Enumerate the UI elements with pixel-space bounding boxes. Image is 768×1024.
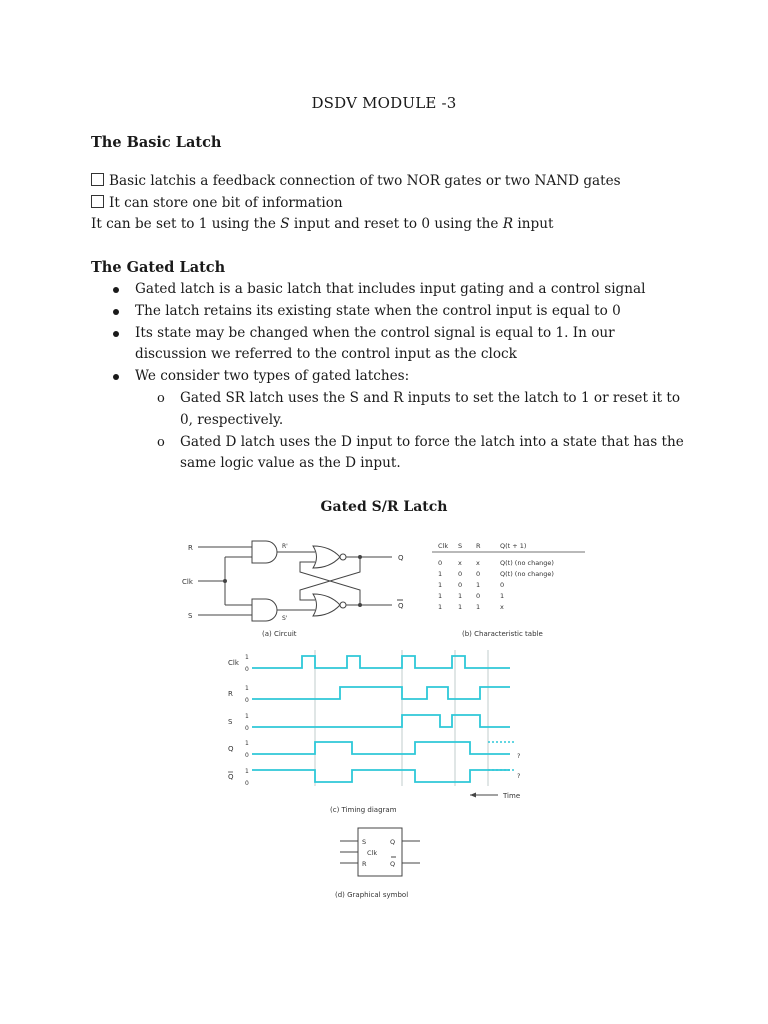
table-header-cell: R: [476, 542, 481, 550]
time-arrow-icon: [470, 793, 476, 798]
sub-bullet-marker: o: [157, 434, 165, 450]
level-low-label: 0: [245, 697, 249, 704]
list-item-text: discussion we referred to the control input as the clock: [135, 346, 517, 363]
section-heading-gated-latch: The Gated Latch: [91, 259, 226, 276]
timing-signal-name: R: [228, 690, 233, 698]
checkbox-glyph: [91, 195, 104, 208]
and-gate-top: [252, 541, 277, 563]
table-cell: Q(t) (no change): [500, 570, 554, 578]
table-cell: 1: [438, 603, 443, 611]
nor-bubble-bottom: [340, 602, 346, 608]
q-output-label: Q: [398, 554, 404, 562]
table-cell: 1: [458, 592, 463, 600]
table-header-cell: S: [458, 542, 463, 550]
list-item-text: Gated latch is a basic latch that includes input gating and a control signal: [135, 281, 646, 297]
table-cell: 1: [438, 581, 443, 589]
r-input-label: R: [188, 544, 193, 552]
checkbox-line-2: [91, 195, 343, 211]
table-cell: 1: [500, 592, 505, 600]
level-high-label: 1: [245, 685, 249, 692]
timing-signal-name: Q: [228, 773, 234, 781]
bullet-dot: [113, 374, 119, 380]
timing-waveform: [252, 687, 510, 699]
s-prime-label: S': [282, 615, 288, 622]
table-body: [438, 559, 554, 611]
sub-item-text: same logic value as the D input.: [180, 455, 401, 472]
checkbox-glyph: [91, 173, 104, 186]
line-text: Basic latchis a feedback connection of two NOR gates or two NAND gates: [109, 173, 621, 189]
unknown-marker-q: ?: [517, 752, 521, 760]
timing-caption: (c) Timing diagram: [330, 806, 397, 814]
sub-bullet-marker: o: [157, 390, 165, 406]
timing-signal-name: Q: [228, 745, 234, 753]
level-low-label: 0: [245, 780, 249, 787]
symbol-caption: (d) Graphical symbol: [335, 891, 409, 899]
symbol-q-label: Q: [390, 838, 396, 846]
circuit-caption: (a) Circuit: [262, 630, 297, 638]
table-header: [438, 542, 526, 550]
list-item-text: We consider two types of gated latches:: [135, 368, 410, 385]
sub-list-item: [135, 432, 691, 476]
sub-item-text: Gated D latch uses the D input to force the latch into a state that has the: [180, 433, 684, 450]
sub-item-text: Gated SR latch uses the S and R inputs to set the latch to 1 or reset it to: [180, 389, 681, 406]
page-title: DSDV MODULE -3: [311, 94, 457, 112]
line-text: It can store one bit of information: [109, 195, 343, 211]
table-cell: 1: [438, 592, 443, 600]
s-input-label: S: [188, 612, 193, 620]
nor-gate-bottom: [313, 594, 340, 616]
text-run: input and reset to 0 using the: [289, 216, 503, 232]
level-high-label: 1: [245, 713, 249, 720]
nor-bubble-top: [340, 554, 346, 560]
table-cell: 1: [476, 603, 481, 611]
figure-title: Gated S/R Latch: [320, 499, 448, 515]
level-high-label: 1: [245, 768, 249, 775]
table-header-cell: Clk: [438, 542, 449, 550]
sub-item-text: 0, respectively.: [180, 411, 284, 428]
timing-waveform: [252, 715, 510, 727]
list-item: [91, 301, 691, 323]
section-heading-basic-latch: The Basic Latch: [91, 134, 222, 151]
feedback-wire-q: [300, 557, 360, 600]
level-low-label: 0: [245, 725, 249, 732]
list-item: [91, 366, 691, 475]
table-cell: 1: [476, 581, 481, 589]
junction-dot: [359, 556, 362, 559]
timing-signal-name: S: [228, 718, 233, 726]
level-high-label: 1: [245, 654, 249, 661]
gated-sr-latch-figure: [170, 528, 600, 908]
bullet-dot: [113, 287, 119, 293]
qbar-output-label: Q: [398, 602, 404, 610]
list-item-text: The latch retains its existing state when the control input is equal to 0: [135, 302, 621, 319]
list-item: [91, 279, 691, 301]
table-cell: x: [500, 603, 504, 611]
list-item: [91, 323, 691, 367]
table-cell: Q(t) (no change): [500, 559, 554, 567]
table-cell: x: [458, 559, 462, 567]
timing-signal-name: Clk: [228, 659, 239, 667]
table-cell: 0: [438, 559, 443, 567]
symbol-r-label: R: [362, 860, 367, 868]
table-cell: 0: [476, 592, 481, 600]
bullet-dot: [113, 331, 119, 337]
time-axis-label: Time: [503, 792, 521, 800]
junction-dot: [359, 604, 362, 607]
table-cell: 0: [458, 570, 463, 578]
table-header-cell: Q(t + 1): [500, 542, 527, 550]
bullet-dot: [113, 309, 119, 315]
sub-list: [135, 388, 691, 475]
symbol-s-label: S: [362, 838, 367, 846]
characteristic-table: [432, 542, 585, 638]
table-cell: 1: [438, 570, 443, 578]
feedback-wire-qbar: [300, 562, 360, 605]
sub-list-item: [135, 388, 691, 432]
level-high-label: 1: [245, 740, 249, 747]
s-symbol: S: [280, 216, 290, 232]
text-run: It can be set to 1 using the: [91, 216, 281, 232]
timing-waveform: [252, 770, 510, 782]
checkbox-line-1: [91, 173, 621, 189]
table-cell: 0: [476, 570, 481, 578]
latch-symbol-box: [358, 828, 402, 876]
timing-waveform: [252, 742, 510, 754]
r-prime-label: R': [282, 543, 288, 550]
level-low-label: 0: [245, 666, 249, 673]
table-cell: 1: [458, 603, 463, 611]
junction-dot: [224, 580, 227, 583]
nor-gate-top: [313, 546, 340, 568]
table-cell: 0: [458, 581, 463, 589]
and-gate-bottom: [252, 599, 277, 621]
list-item-text: Its state may be changed when the control signal is equal to 1. In our: [135, 324, 615, 341]
table-cell: x: [476, 559, 480, 567]
timing-diagram: [228, 650, 520, 814]
clk-input-label: Clk: [182, 578, 193, 586]
text-run: input: [513, 216, 554, 232]
unknown-marker-qbar: ?: [517, 772, 521, 780]
symbol-clk-label: Clk: [367, 849, 378, 857]
level-low-label: 0: [245, 752, 249, 759]
set-reset-line: [91, 216, 553, 232]
graphical-symbol: [335, 828, 420, 899]
table-cell: 0: [500, 581, 505, 589]
timing-waveform: [252, 656, 510, 668]
bullet-list: [91, 279, 691, 475]
timing-signal-labels: [228, 654, 249, 787]
table-caption: (b) Characteristic table: [462, 630, 543, 638]
symbol-qbar-label: Q: [390, 860, 396, 868]
r-symbol: R: [502, 216, 514, 232]
timing-waveforms: [252, 656, 515, 782]
circuit-diagram: [182, 541, 404, 638]
